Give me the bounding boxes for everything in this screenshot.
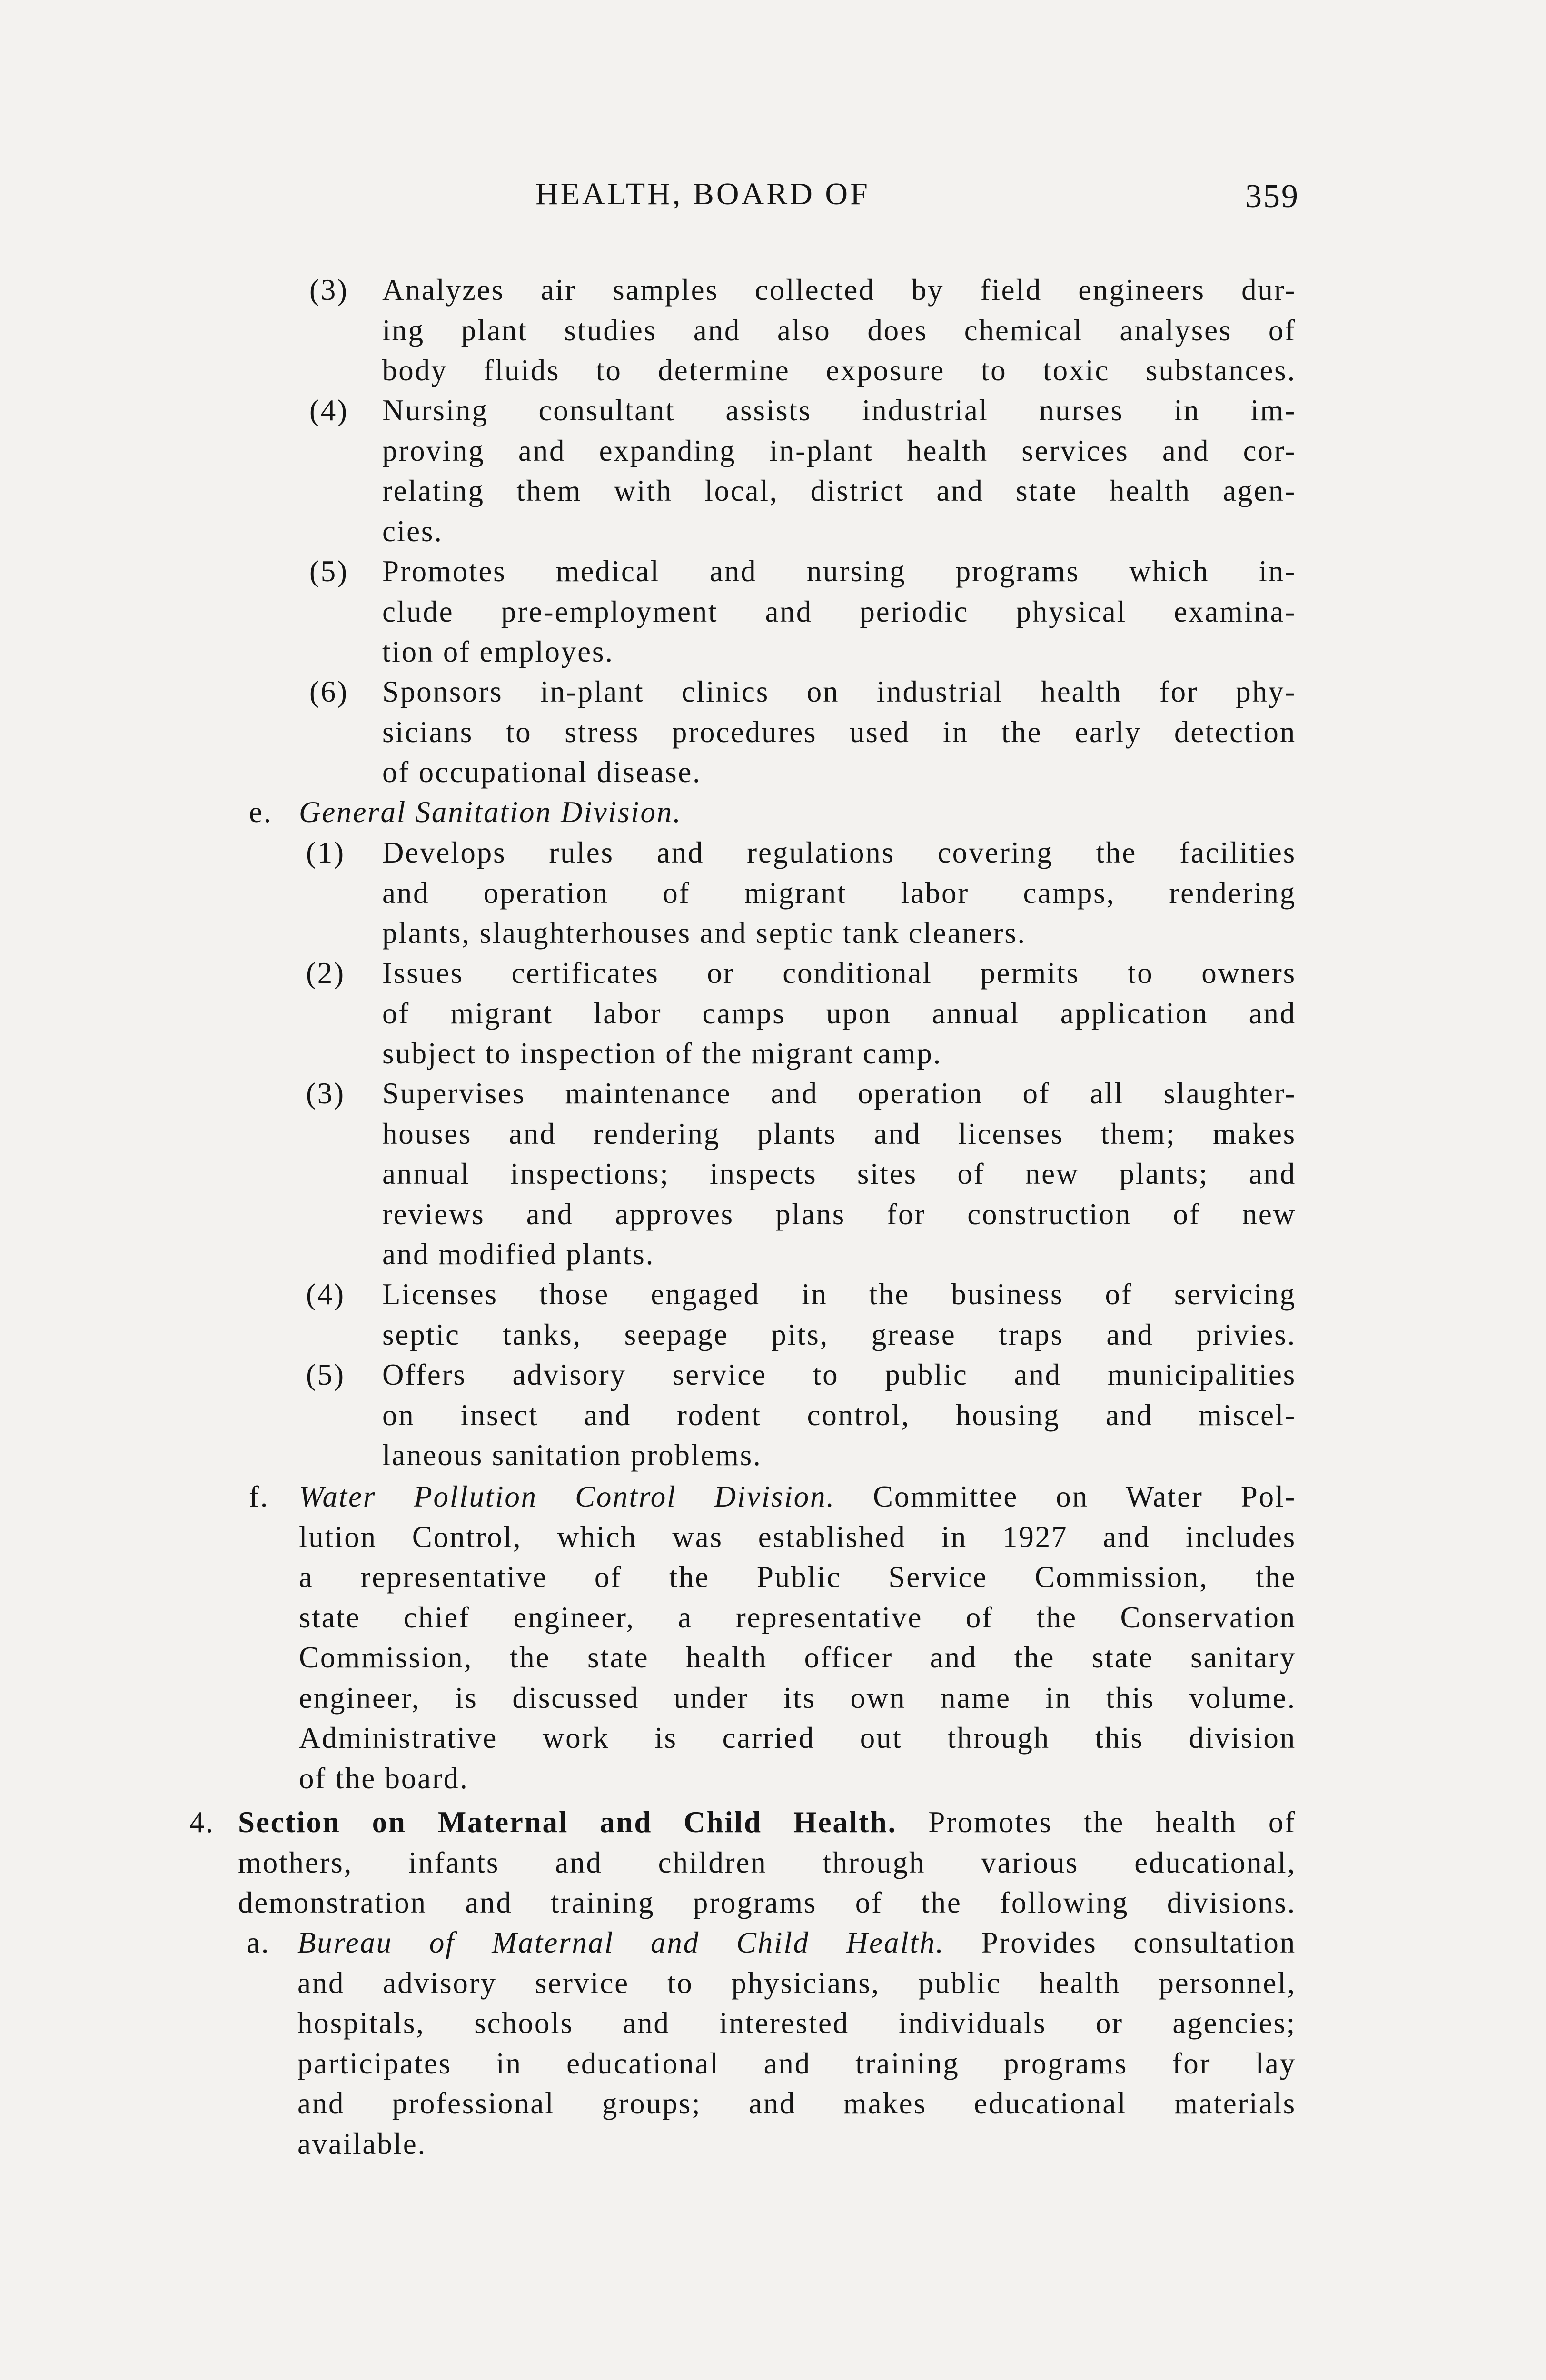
text-line: annual inspections; inspects sites of new plants; and — [382, 1157, 1296, 1190]
text-line — [297, 1923, 1296, 1963]
item-text — [382, 672, 1296, 793]
page-number: 359 — [1245, 178, 1299, 215]
text-line: Commission, the state health officer and the state sanitary — [299, 1641, 1296, 1674]
text-line: Offers advisory service to public and municipalities — [382, 1358, 1296, 1391]
text-line: body fluids to determine exposure to toxic substances. — [382, 354, 1296, 387]
page-header-title: HEALTH, BOARD OF — [535, 177, 870, 211]
text-line: mothers, infants and children through various educational, — [238, 1845, 1296, 1879]
text-line: and professional groups; and makes educational materials — [297, 2087, 1296, 2120]
section-paragraph — [189, 1802, 1296, 1923]
item-marker: (4) — [306, 1278, 345, 1311]
text-line: Nursing consultant assists industrial nurses in im- — [382, 394, 1296, 427]
text-line: demonstration and training programs of the following divisions. — [238, 1886, 1296, 1919]
text-line — [238, 1802, 1296, 1843]
subsection-paragraph — [247, 1923, 1296, 2164]
item-marker: (5) — [309, 555, 348, 588]
text-line: Issues certificates or conditional permits to owners — [382, 956, 1296, 990]
text-line: houses and rendering plants and licenses them; makes — [382, 1117, 1296, 1150]
text-line: Licenses those engaged in the business of servicing — [382, 1278, 1296, 1311]
section-marker: e. — [249, 795, 273, 829]
subsection-paragraph — [249, 1477, 1296, 1798]
text-run: Provides consultation — [981, 1926, 1296, 1959]
text-line: plants, slaughterhouses and septic tank cleaners. — [382, 916, 1027, 950]
subsection-heading — [249, 792, 1298, 833]
text-line: and modified plants. — [382, 1238, 655, 1271]
text-line: Analyzes air samples collected by field engineers dur- — [382, 273, 1296, 307]
text-line: on insect and rodent control, housing and miscel- — [382, 1398, 1296, 1432]
item-text — [382, 833, 1296, 953]
text-line: Administrative work is carried out through this division — [299, 1721, 1296, 1755]
item-marker: (3) — [306, 1077, 345, 1110]
text-line: relating them with local, district and state health agen- — [382, 474, 1296, 507]
item-marker: (6) — [309, 675, 348, 708]
list-item — [306, 1355, 1296, 1476]
text-line: ing plant studies and also does chemical analyses of — [382, 313, 1296, 347]
item-marker: (5) — [306, 1358, 345, 1391]
text-line: and operation of migrant labor camps, rendering — [382, 876, 1296, 910]
section-marker: a. — [247, 1926, 270, 1959]
text-line: Sponsors in-plant clinics on industrial health for phy- — [382, 675, 1296, 708]
text-line: available. — [297, 2127, 427, 2161]
list-item — [309, 551, 1296, 672]
item-text — [382, 270, 1296, 391]
text-line: of the board. — [299, 1761, 469, 1795]
text-line: septic tanks, seepage pits, grease traps and privies. — [382, 1318, 1296, 1351]
item-marker: (2) — [306, 956, 345, 990]
section-title: Section on Maternal and Child Health. — [238, 1805, 897, 1839]
item-text — [382, 953, 1296, 1074]
text-line: laneous sanitation problems. — [382, 1438, 762, 1472]
list-item — [306, 1073, 1296, 1275]
paragraph-text — [299, 1477, 1296, 1798]
text-line: engineer, is discussed under its own name in this volume. — [299, 1681, 1296, 1715]
subsection-title: Water Pollution Control Division. — [299, 1480, 835, 1513]
text-line: Supervises maintenance and operation of all slaughter- — [382, 1077, 1296, 1110]
text-line: of migrant labor camps upon annual application and — [382, 996, 1296, 1030]
text-line: state chief engineer, a representative of the Conservation — [299, 1600, 1296, 1634]
text-line: proving and expanding in-plant health services and cor- — [382, 434, 1296, 467]
paragraph-text — [238, 1802, 1296, 1923]
text-line: and advisory service to physicians, public health personnel, — [297, 1966, 1296, 2000]
item-text — [382, 390, 1296, 551]
list-item — [306, 833, 1296, 953]
text-line: tion of employes. — [382, 635, 614, 668]
text-run: Committee on Water Pol- — [873, 1480, 1296, 1513]
text-line: Promotes medical and nursing programs which in- — [382, 555, 1296, 588]
section-marker: 4. — [189, 1805, 215, 1839]
text-run: Promotes the health of — [928, 1805, 1296, 1839]
text-line: reviews and approves plans for construction of new — [382, 1197, 1296, 1231]
item-text — [382, 1274, 1296, 1355]
section-marker: f. — [249, 1480, 269, 1513]
list-item — [309, 390, 1296, 551]
text-line: cies. — [382, 514, 443, 548]
text-line: clude pre-employment and periodic physical examina- — [382, 595, 1296, 628]
text-line: sicians to stress procedures used in the early detection — [382, 715, 1296, 749]
text-line: a representative of the Public Service Commission, the — [299, 1560, 1296, 1594]
item-text — [382, 551, 1296, 672]
list-item — [309, 270, 1296, 391]
text-line — [299, 1477, 1296, 1517]
paragraph-text — [297, 1923, 1296, 2164]
text-line: Develops rules and regulations covering the facilities — [382, 836, 1296, 869]
text-line: subject to inspection of the migrant camp. — [382, 1037, 942, 1070]
item-text — [382, 1355, 1296, 1476]
subsection-title: General Sanitation Division. — [299, 795, 682, 829]
list-item — [309, 672, 1296, 793]
item-text — [382, 1073, 1296, 1275]
list-item — [306, 953, 1296, 1074]
subsection-title: Bureau of Maternal and Child Health. — [297, 1926, 945, 1959]
item-marker: (4) — [309, 394, 348, 427]
item-marker: (1) — [306, 836, 345, 869]
text-line: participates in educational and training programs for lay — [297, 2046, 1296, 2080]
text-line: lution Control, which was established in 1927 and includes — [299, 1520, 1296, 1554]
text-line: hospitals, schools and interested individuals or agencies; — [297, 2006, 1296, 2040]
text-line: of occupational disease. — [382, 755, 702, 789]
item-marker: (3) — [309, 273, 348, 307]
list-item — [306, 1274, 1296, 1355]
